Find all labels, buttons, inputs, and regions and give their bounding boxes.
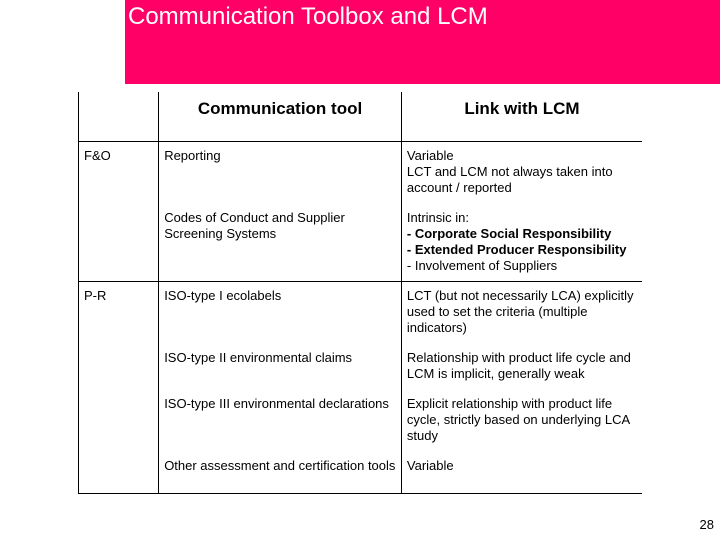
link-cell xyxy=(401,204,642,282)
link-cell: Variable xyxy=(401,452,642,494)
group-label-spacer xyxy=(79,204,159,282)
header-communication-tool: Communication tool xyxy=(159,92,402,142)
page-number: 28 xyxy=(699,517,714,532)
tool-cell: Other assessment and certification tools xyxy=(159,452,402,494)
link-cell: Explicit relationship with product life cycle, strictly based on underlying LCA study xyxy=(401,390,642,452)
title-bar xyxy=(125,0,720,84)
table-row xyxy=(79,142,643,204)
group-label-spacer xyxy=(79,452,159,494)
tool-cell: Reporting xyxy=(159,142,402,204)
tool-cell: ISO-type III environmental declarations xyxy=(159,390,402,452)
group-label-pr: P-R xyxy=(79,282,159,344)
group-label-spacer xyxy=(79,390,159,452)
table-row xyxy=(79,344,643,390)
slide-title: Communication Toolbox and LCM xyxy=(128,3,488,30)
table-row xyxy=(79,452,643,494)
link-line: - Extended Producer Responsibility xyxy=(406,241,627,257)
communication-toolbox-table xyxy=(78,92,642,494)
table-row xyxy=(79,390,643,452)
link-cell: Relationship with product life cycle and LCM is implicit, generally weak xyxy=(401,344,642,390)
header-category xyxy=(79,92,159,142)
link-line: Intrinsic in: xyxy=(406,209,470,225)
header-link-with-lcm: Link with LCM xyxy=(401,92,642,142)
table-row xyxy=(79,204,643,282)
tool-cell: ISO-type II environmental claims xyxy=(159,344,402,390)
link-line: - Involvement of Suppliers xyxy=(406,257,558,273)
group-label-fo: F&O xyxy=(79,142,159,204)
tool-cell: Codes of Conduct and Supplier Screening Systems xyxy=(159,204,402,282)
link-cell: LCT (but not necessarily LCA) explicitly used to set the criteria (multiple indicators) xyxy=(401,282,642,344)
link-line: - Corporate Social Responsibility xyxy=(406,225,612,241)
table-row xyxy=(79,282,643,344)
group-label-spacer xyxy=(79,344,159,390)
link-cell: Variable LCT and LCM not always taken into account / reported xyxy=(401,142,642,204)
table-header-row xyxy=(79,92,643,142)
tool-cell: ISO-type I ecolabels xyxy=(159,282,402,344)
